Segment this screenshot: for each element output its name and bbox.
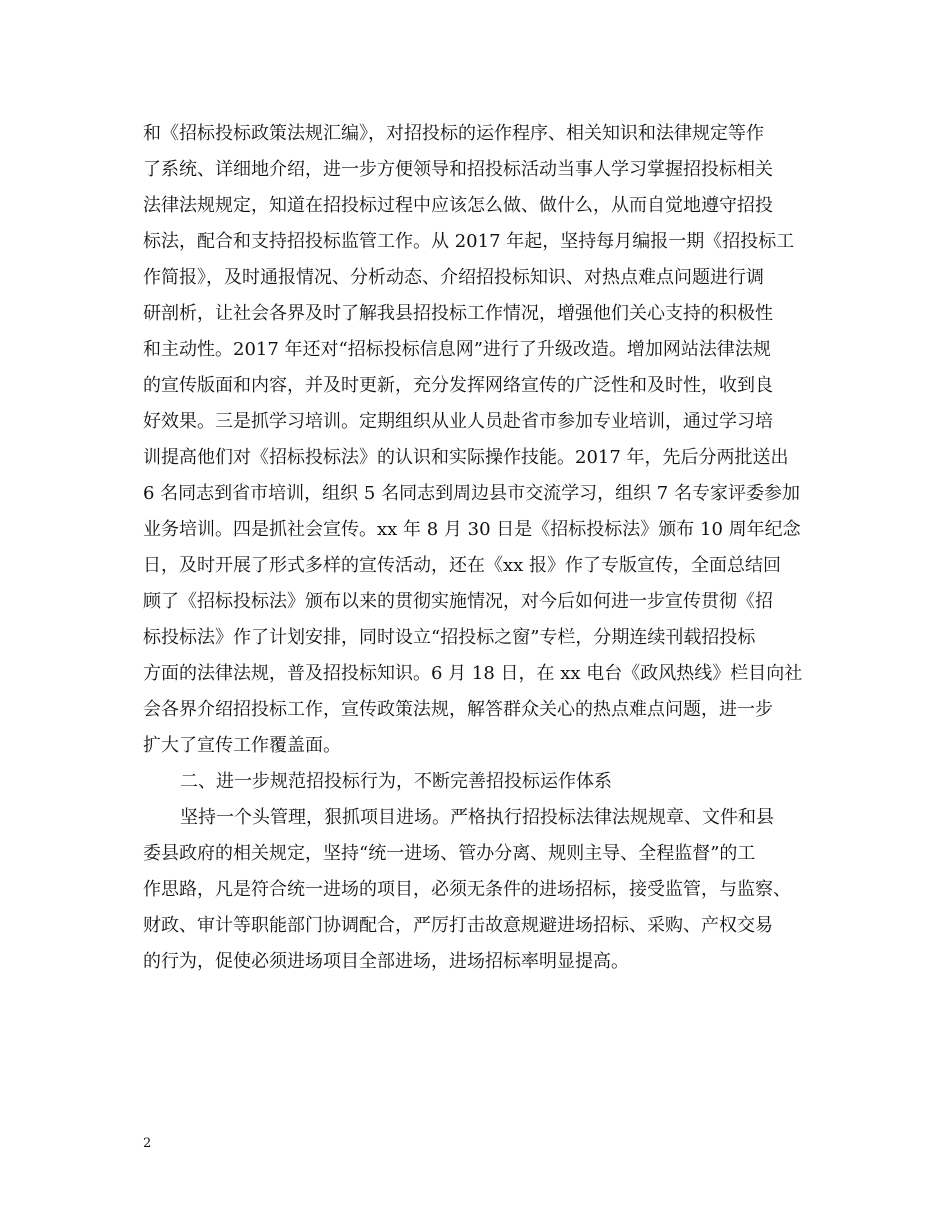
- text-line-14: 顾了《招标投标法》颁布以来的贯彻实施情况，对今后如何进一步宣传贯彻《招: [143, 591, 773, 612]
- text-line-20: 坚持一个头管理，狠抓项目进场。严格执行招投标法律法规规章、文件和县: [180, 807, 774, 828]
- text-line-21: 委县政府的相关规定，坚持“统一进场、管办分离、规则主导、全程监督”的工: [143, 843, 756, 864]
- text-line-8: 的宣传版面和内容，并及时更新，充分发挥网络宣传的广泛性和及时性，收到良: [143, 375, 773, 396]
- text-line-16: 方面的法律法规，普及招投标知识。6 月 18 日，在 xx 电台《政风热线》栏目向社: [143, 663, 803, 684]
- text-line-15: 标投标法》作了计划安排，同时设立“招投标之窗”专栏，分期连续刊载招投标: [143, 627, 756, 648]
- text-line-2: 了系统、详细地介绍，进一步方便领导和招投标活动当事人学习掌握招投标相关: [143, 159, 773, 180]
- text-line-5: 作简报》，及时通报情况、分析动态、介绍招投标知识、对热点难点问题进行调: [143, 267, 764, 288]
- text-line-22: 作思路，凡是符合统一进场的项目，必须无条件的进场招标，接受监管，与监察、: [143, 879, 791, 900]
- text-line-12: 业务培训。四是抓社会宣传。xx 年 8 月 30 日是《招标投标法》颁布 10 周年纪念: [143, 519, 801, 540]
- text-line-1: 和《招标投标政策法规汇编》，对招投标的运作程序、相关知识和法律规定等作: [143, 123, 764, 144]
- text-line-17: 会各界介绍招投标工作，宣传政策法规，解答群众关心的热点难点问题，进一步: [143, 699, 773, 720]
- text-line-23: 财政、审计等职能部门协调配合，严厉打击故意规避进场招标、采购、产权交易: [143, 915, 773, 936]
- page-number: 2: [143, 1136, 152, 1151]
- section-heading: 二、进一步规范招投标行为，不断完善招投标运作体系: [180, 771, 612, 792]
- text-line-7: 和主动性。2017 年还对“招标投标信息网”进行了升级改造。增加网站法律法规: [143, 339, 771, 360]
- text-line-10: 训提高他们对《招标投标法》的认识和实际操作技能。2017 年，先后分两批送出: [143, 447, 789, 468]
- text-line-24: 的行为，促使必须进场项目全部进场，进场招标率明显提高。: [143, 951, 629, 972]
- text-line-11: 6 名同志到省市培训，组织 5 名同志到周边县市交流学习，组织 7 名专家评委参加: [143, 483, 800, 504]
- text-line-13: 日，及时开展了形式多样的宣传活动，还在《xx 报》作了专版宣传，全面总结回: [143, 555, 782, 576]
- text-line-18: 扩大了宣传工作覆盖面。: [143, 735, 341, 756]
- text-line-3: 法律法规规定，知道在招投标过程中应该怎么做、做什么，从而自觉地遵守招投: [143, 195, 773, 216]
- text-line-9: 好效果。三是抓学习培训。定期组织从业人员赴省市参加专业培训，通过学习培: [143, 411, 773, 432]
- body-text: [143, 116, 813, 980]
- text-line-4: 标法，配合和支持招投标监管工作。从 2017 年起，坚持每月编报一期《招投标工: [143, 231, 795, 252]
- text-line-6: 研剖析，让社会各界及时了解我县招投标工作情况，增强他们关心支持的积极性: [143, 303, 773, 324]
